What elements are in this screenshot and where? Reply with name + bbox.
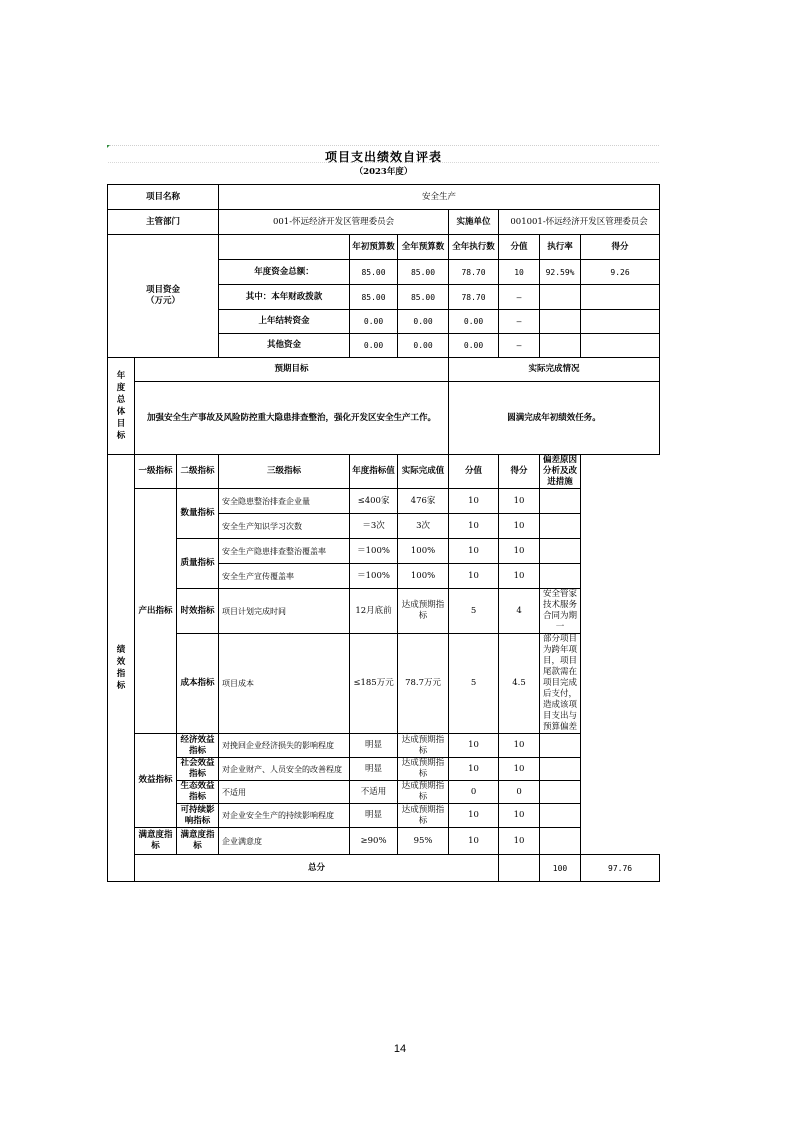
indicator-actual: 95%	[398, 828, 449, 855]
goals-row	[108, 382, 660, 455]
indicator-row	[108, 489, 660, 514]
indicator-target: ＝100%	[350, 564, 398, 589]
indicator-score-value: 10	[449, 828, 499, 855]
indicator-row	[108, 828, 660, 855]
ind-header-target: 年度指标值	[350, 455, 398, 489]
satisfaction-sub-label: 满意度指标	[177, 828, 219, 855]
indicators-label-text: 绩 效 指 标	[116, 645, 126, 691]
indicator-score: 0	[499, 781, 540, 804]
project-name-value: 安全生产	[219, 185, 660, 210]
funds-executed: 0.00	[449, 310, 499, 334]
funds-initial: 85.00	[350, 285, 398, 310]
funds-row-name: 其他资金	[219, 334, 350, 358]
ind-header-level1: 一级指标	[135, 455, 177, 489]
ind-header-level3: 三级指标	[219, 455, 350, 489]
actual-goal: 圆满完成年初绩效任务。	[449, 382, 660, 455]
indicator-note: 部分项目为跨年项目，项目尾款需在项目完成后支付，造成该项目支出与预算偏差	[540, 634, 581, 734]
economic-label: 经济效益指标	[177, 734, 219, 758]
sheet-gridline	[108, 145, 659, 146]
indicator-score-value: 5	[449, 589, 499, 634]
indicator-note	[540, 828, 581, 855]
indicator-score: 10	[499, 734, 540, 758]
indicator-target: ＝100%	[350, 539, 398, 564]
total-score-value: 100	[540, 855, 581, 882]
funds-header-row	[108, 235, 660, 260]
timeliness-label: 时效指标	[177, 589, 219, 634]
indicator-note	[540, 758, 581, 781]
funds-score-value: 10	[499, 260, 540, 285]
indicator-row	[108, 781, 660, 804]
dept-label: 主管部门	[108, 210, 219, 235]
indicator-name: 对挽回企业经济损失的影响程度	[219, 734, 350, 758]
indicator-score: 10	[499, 489, 540, 514]
quality-label: 质量指标	[177, 539, 219, 589]
funds-header-score: 得分	[581, 235, 660, 260]
indicator-score-value: 10	[449, 804, 499, 828]
funds-row-name: 其中：本年财政拨款	[219, 285, 350, 310]
indicator-target: 不适用	[350, 781, 398, 804]
indicator-name: 安全隐患整治排查企业量	[219, 489, 350, 514]
funds-header-executed: 全年执行数	[449, 235, 499, 260]
funds-score-value: —	[499, 334, 540, 358]
indicator-target: ＝3次	[350, 514, 398, 539]
funds-row-name: 年度资金总额：	[219, 260, 350, 285]
indicator-actual: 3次	[398, 514, 449, 539]
total-row	[108, 855, 660, 882]
indicator-name: 安全生产隐患排查整治覆盖率	[219, 539, 350, 564]
funds-header-initial: 年初预算数	[350, 235, 398, 260]
project-name-row	[108, 185, 660, 210]
indicator-score: 10	[499, 514, 540, 539]
indicator-name: 企业满意度	[219, 828, 350, 855]
indicator-row	[108, 734, 660, 758]
funds-header-rate: 执行率	[540, 235, 581, 260]
indicator-score: 10	[499, 828, 540, 855]
indicator-score: 10	[499, 564, 540, 589]
indicator-note	[540, 781, 581, 804]
funds-score-value: —	[499, 285, 540, 310]
funds-rate	[540, 310, 581, 334]
dept-value: 001-怀远经济开发区管理委员会	[219, 210, 449, 235]
indicator-actual: 达成预期指标	[398, 781, 449, 804]
total-blank	[499, 855, 540, 882]
funds-score-value: —	[499, 310, 540, 334]
funds-score	[581, 285, 660, 310]
ind-header-actual: 实际完成值	[398, 455, 449, 489]
social-label: 社会效益指标	[177, 758, 219, 781]
ind-header-level2: 二级指标	[177, 455, 219, 489]
indicator-note	[540, 514, 581, 539]
funds-annual: 0.00	[398, 334, 449, 358]
indicators-label	[108, 455, 135, 882]
indicator-row	[108, 634, 660, 734]
goals-label-text: 年 度 总 体 目 标	[116, 371, 126, 441]
indicator-target: ≤400家	[350, 489, 398, 514]
indicator-row	[108, 758, 660, 781]
ind-header-deviation: 偏差原因分析及改进措施	[540, 455, 581, 489]
funds-score	[581, 334, 660, 358]
indicator-name: 项目计划完成时间	[219, 589, 350, 634]
funds-rate: 92.59%	[540, 260, 581, 285]
funds-score	[581, 310, 660, 334]
satisfaction-label: 满意度指标	[135, 828, 177, 855]
indicator-target: 明显	[350, 804, 398, 828]
funds-annual: 85.00	[398, 260, 449, 285]
eco-label: 生态效益指标	[177, 781, 219, 804]
indicator-actual: 达成预期指标	[398, 804, 449, 828]
indicator-name: 安全生产宣传覆盖率	[219, 564, 350, 589]
funds-header-annual: 全年预算数	[398, 235, 449, 260]
indicator-row	[108, 589, 660, 634]
goals-label	[108, 358, 135, 455]
expected-goal-label: 预期目标	[135, 358, 449, 382]
indicator-score-value: 0	[449, 781, 499, 804]
indicator-score: 10	[499, 758, 540, 781]
expected-goal: 加强安全生产事故及风险防控重大隐患排查整治，强化开发区安全生产工作。	[135, 382, 449, 455]
funds-annual: 0.00	[398, 310, 449, 334]
funds-executed: 0.00	[449, 334, 499, 358]
quantity-label: 数量指标	[177, 489, 219, 539]
indicator-score-value: 10	[449, 539, 499, 564]
output-label: 产出指标	[135, 489, 177, 734]
indicator-score: 10	[499, 804, 540, 828]
indicator-score-value: 10	[449, 734, 499, 758]
indicator-name: 项目成本	[219, 634, 350, 734]
indicator-actual: 78.7万元	[398, 634, 449, 734]
indicator-name: 对企业财产、人员安全的改善程度	[219, 758, 350, 781]
impl-unit-value: 001001-怀远经济开发区管理委员会	[499, 210, 660, 235]
indicator-actual: 达成预期指标	[398, 758, 449, 781]
benefit-label: 效益指标	[135, 734, 177, 828]
funds-initial: 0.00	[350, 310, 398, 334]
indicator-target: 明显	[350, 758, 398, 781]
indicator-note	[540, 734, 581, 758]
funds-rate	[540, 285, 581, 310]
ind-header-score-value: 分值	[449, 455, 499, 489]
project-name-label: 项目名称	[108, 185, 219, 210]
indicator-target: ≤185万元	[350, 634, 398, 734]
funds-initial: 0.00	[350, 334, 398, 358]
indicator-note	[540, 539, 581, 564]
funds-label: 项目资金 （万元）	[108, 235, 219, 358]
cost-label: 成本指标	[177, 634, 219, 734]
indicator-name: 不适用	[219, 781, 350, 804]
indicator-actual: 达成预期指标	[398, 589, 449, 634]
indicator-note: 安全管家技术服务合同为期一	[540, 589, 581, 634]
department-row	[108, 210, 660, 235]
indicator-note	[540, 804, 581, 828]
indicator-score: 10	[499, 539, 540, 564]
funds-row-name: 上年结转资金	[219, 310, 350, 334]
indicator-target: ≥90%	[350, 828, 398, 855]
indicator-row	[108, 539, 660, 564]
form-title: 项目支出绩效自评表	[324, 150, 442, 164]
indicator-score-value: 10	[449, 564, 499, 589]
indicator-note	[540, 564, 581, 589]
indicator-header-row	[108, 455, 660, 489]
funds-annual: 85.00	[398, 285, 449, 310]
ind-header-score: 得分	[499, 455, 540, 489]
indicator-actual: 476家	[398, 489, 449, 514]
form-year: （2023年度）	[354, 167, 413, 177]
indicator-row	[108, 804, 660, 828]
funds-score: 9.26	[581, 260, 660, 285]
funds-rate	[540, 334, 581, 358]
total-score: 97.76	[581, 855, 660, 882]
indicator-score-value: 10	[449, 489, 499, 514]
indicator-score-value: 10	[449, 514, 499, 539]
indicator-actual: 100%	[398, 539, 449, 564]
indicator-target: 明显	[350, 734, 398, 758]
indicator-actual: 达成预期指标	[398, 734, 449, 758]
indicator-target: 12月底前	[350, 589, 398, 634]
indicator-name: 对企业安全生产的持续影响程度	[219, 804, 350, 828]
indicator-score-value: 5	[449, 634, 499, 734]
indicator-score-value: 10	[449, 758, 499, 781]
sustain-label: 可持续影响指标	[177, 804, 219, 828]
funds-blank-header	[219, 235, 350, 260]
evaluation-table	[107, 184, 660, 882]
indicator-score: 4	[499, 589, 540, 634]
total-label: 总分	[135, 855, 499, 882]
page-number: 14	[393, 1043, 407, 1055]
indicator-score: 4.5	[499, 634, 540, 734]
indicator-name: 安全生产知识学习次数	[219, 514, 350, 539]
goals-header-row	[108, 358, 660, 382]
funds-executed: 78.70	[449, 285, 499, 310]
indicator-note	[540, 489, 581, 514]
funds-executed: 78.70	[449, 260, 499, 285]
funds-header-score-value: 分值	[499, 235, 540, 260]
indicator-actual: 100%	[398, 564, 449, 589]
actual-goal-label: 实际完成情况	[449, 358, 660, 382]
funds-initial: 85.00	[350, 260, 398, 285]
impl-unit-label: 实施单位	[449, 210, 499, 235]
